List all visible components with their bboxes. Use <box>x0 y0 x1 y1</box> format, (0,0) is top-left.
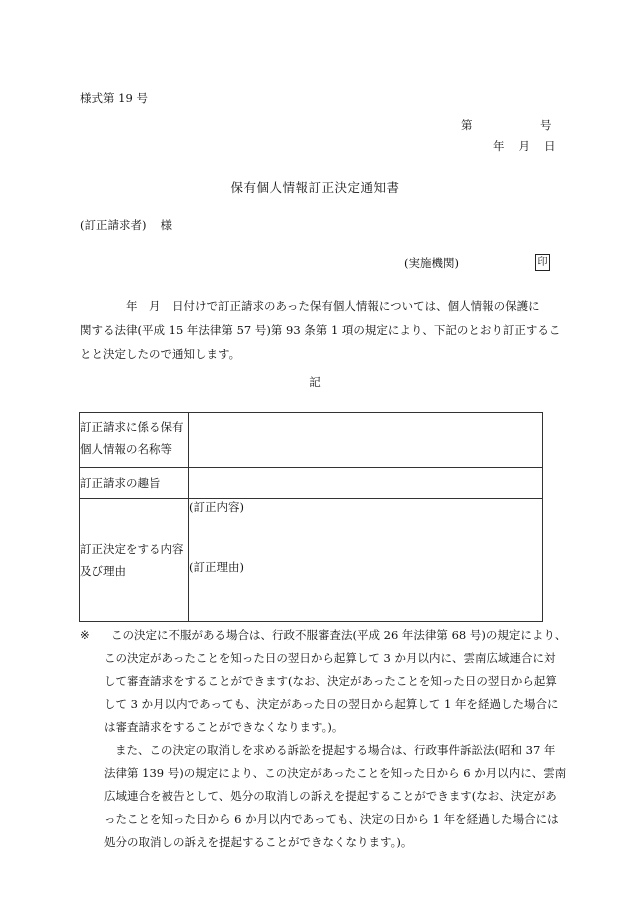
row2-value <box>189 468 543 499</box>
row1-label-line1: 訂正請求に係る保有 <box>80 420 184 434</box>
date-line <box>493 139 556 154</box>
note-text: この決定に不服がある場合は、行政不服審査法(平成 26 年法律第 68 号)の規定により、 <box>111 628 567 642</box>
detail-table <box>79 412 543 622</box>
row3-label <box>80 499 189 622</box>
document-title: 保有個人情報訂正決定通知書 <box>230 180 400 195</box>
table-row <box>80 413 543 468</box>
row1-label <box>80 413 189 468</box>
number-suffix: 号 <box>540 118 552 132</box>
note-mark: ※ <box>80 628 90 642</box>
note-line: は審査請求をすることができなくなります。)。 <box>104 720 344 734</box>
note-line: ったことを知った日から 6 か月以内であっても、決定の日から 1 年を経過した場合には <box>104 812 559 826</box>
notes-section <box>80 624 567 854</box>
note-line: 処分の取消しの訴えを提起することができなくなります。)。 <box>104 835 413 849</box>
body-line-3: とと決定したので通知します。 <box>80 347 241 361</box>
date-year: 年 <box>493 139 505 153</box>
row1-label-line2: 個人情報の名称等 <box>80 442 172 456</box>
ki-heading: 記 <box>309 375 321 389</box>
addressee <box>80 218 172 233</box>
body-line-1: 年 月 日付けで訂正請求のあった保有個人情報については、個人情報の保護に <box>126 299 540 313</box>
row2-label: 訂正請求の趣旨 <box>80 468 189 499</box>
note-line: 法律第 139 号)の規定により、この決定があったことを知った日から 6 か月以内に、雲南 <box>104 766 567 780</box>
note-line <box>80 624 567 647</box>
row1-value <box>189 413 543 468</box>
table-row <box>80 499 543 622</box>
form-number: 様式第 19 号 <box>80 91 148 105</box>
row3-label-line2: 及び理由 <box>80 564 126 578</box>
row3-value <box>189 499 543 622</box>
seal-box: 印 <box>535 254 550 271</box>
note-line: して審査請求をすることができます(なお、決定があったことを知った日の翌日から起算 <box>104 674 557 688</box>
body-paragraph <box>80 294 561 366</box>
note-line: この決定があったことを知った日の翌日から起算して 3 か月以内に、雲南広域連合に対 <box>104 651 556 665</box>
note-line: して 3 か月以内であっても、決定があった日の翌日から起算して 1 年を経過した場合に <box>104 697 559 711</box>
date-day: 日 <box>544 139 556 153</box>
correction-content-label: (訂正内容) <box>189 500 244 514</box>
agency-label: (実施機関) <box>404 256 459 270</box>
note-line: また、この決定の取消しを求める訴訟を提起する場合は、行政事件訴訟法(昭和 37 年 <box>115 743 556 757</box>
number-prefix: 第 <box>461 118 473 132</box>
correction-reason-label: (訂正理由) <box>189 560 244 574</box>
date-month: 月 <box>518 139 530 153</box>
body-line-2: 関する法律(平成 15 年法律第 57 号)第 93 条第 1 項の規定により、下記のとおり訂正するこ <box>80 323 561 337</box>
addressee-label: (訂正請求者) <box>80 218 147 232</box>
table-row <box>80 468 543 499</box>
note-line: 広域連合を被告として、処分の取消しの訴えを提起することができます(なお、決定があ <box>104 789 557 803</box>
addressee-honorific: 様 <box>160 218 172 232</box>
row3-label-line1: 訂正決定をする内容 <box>80 542 184 556</box>
